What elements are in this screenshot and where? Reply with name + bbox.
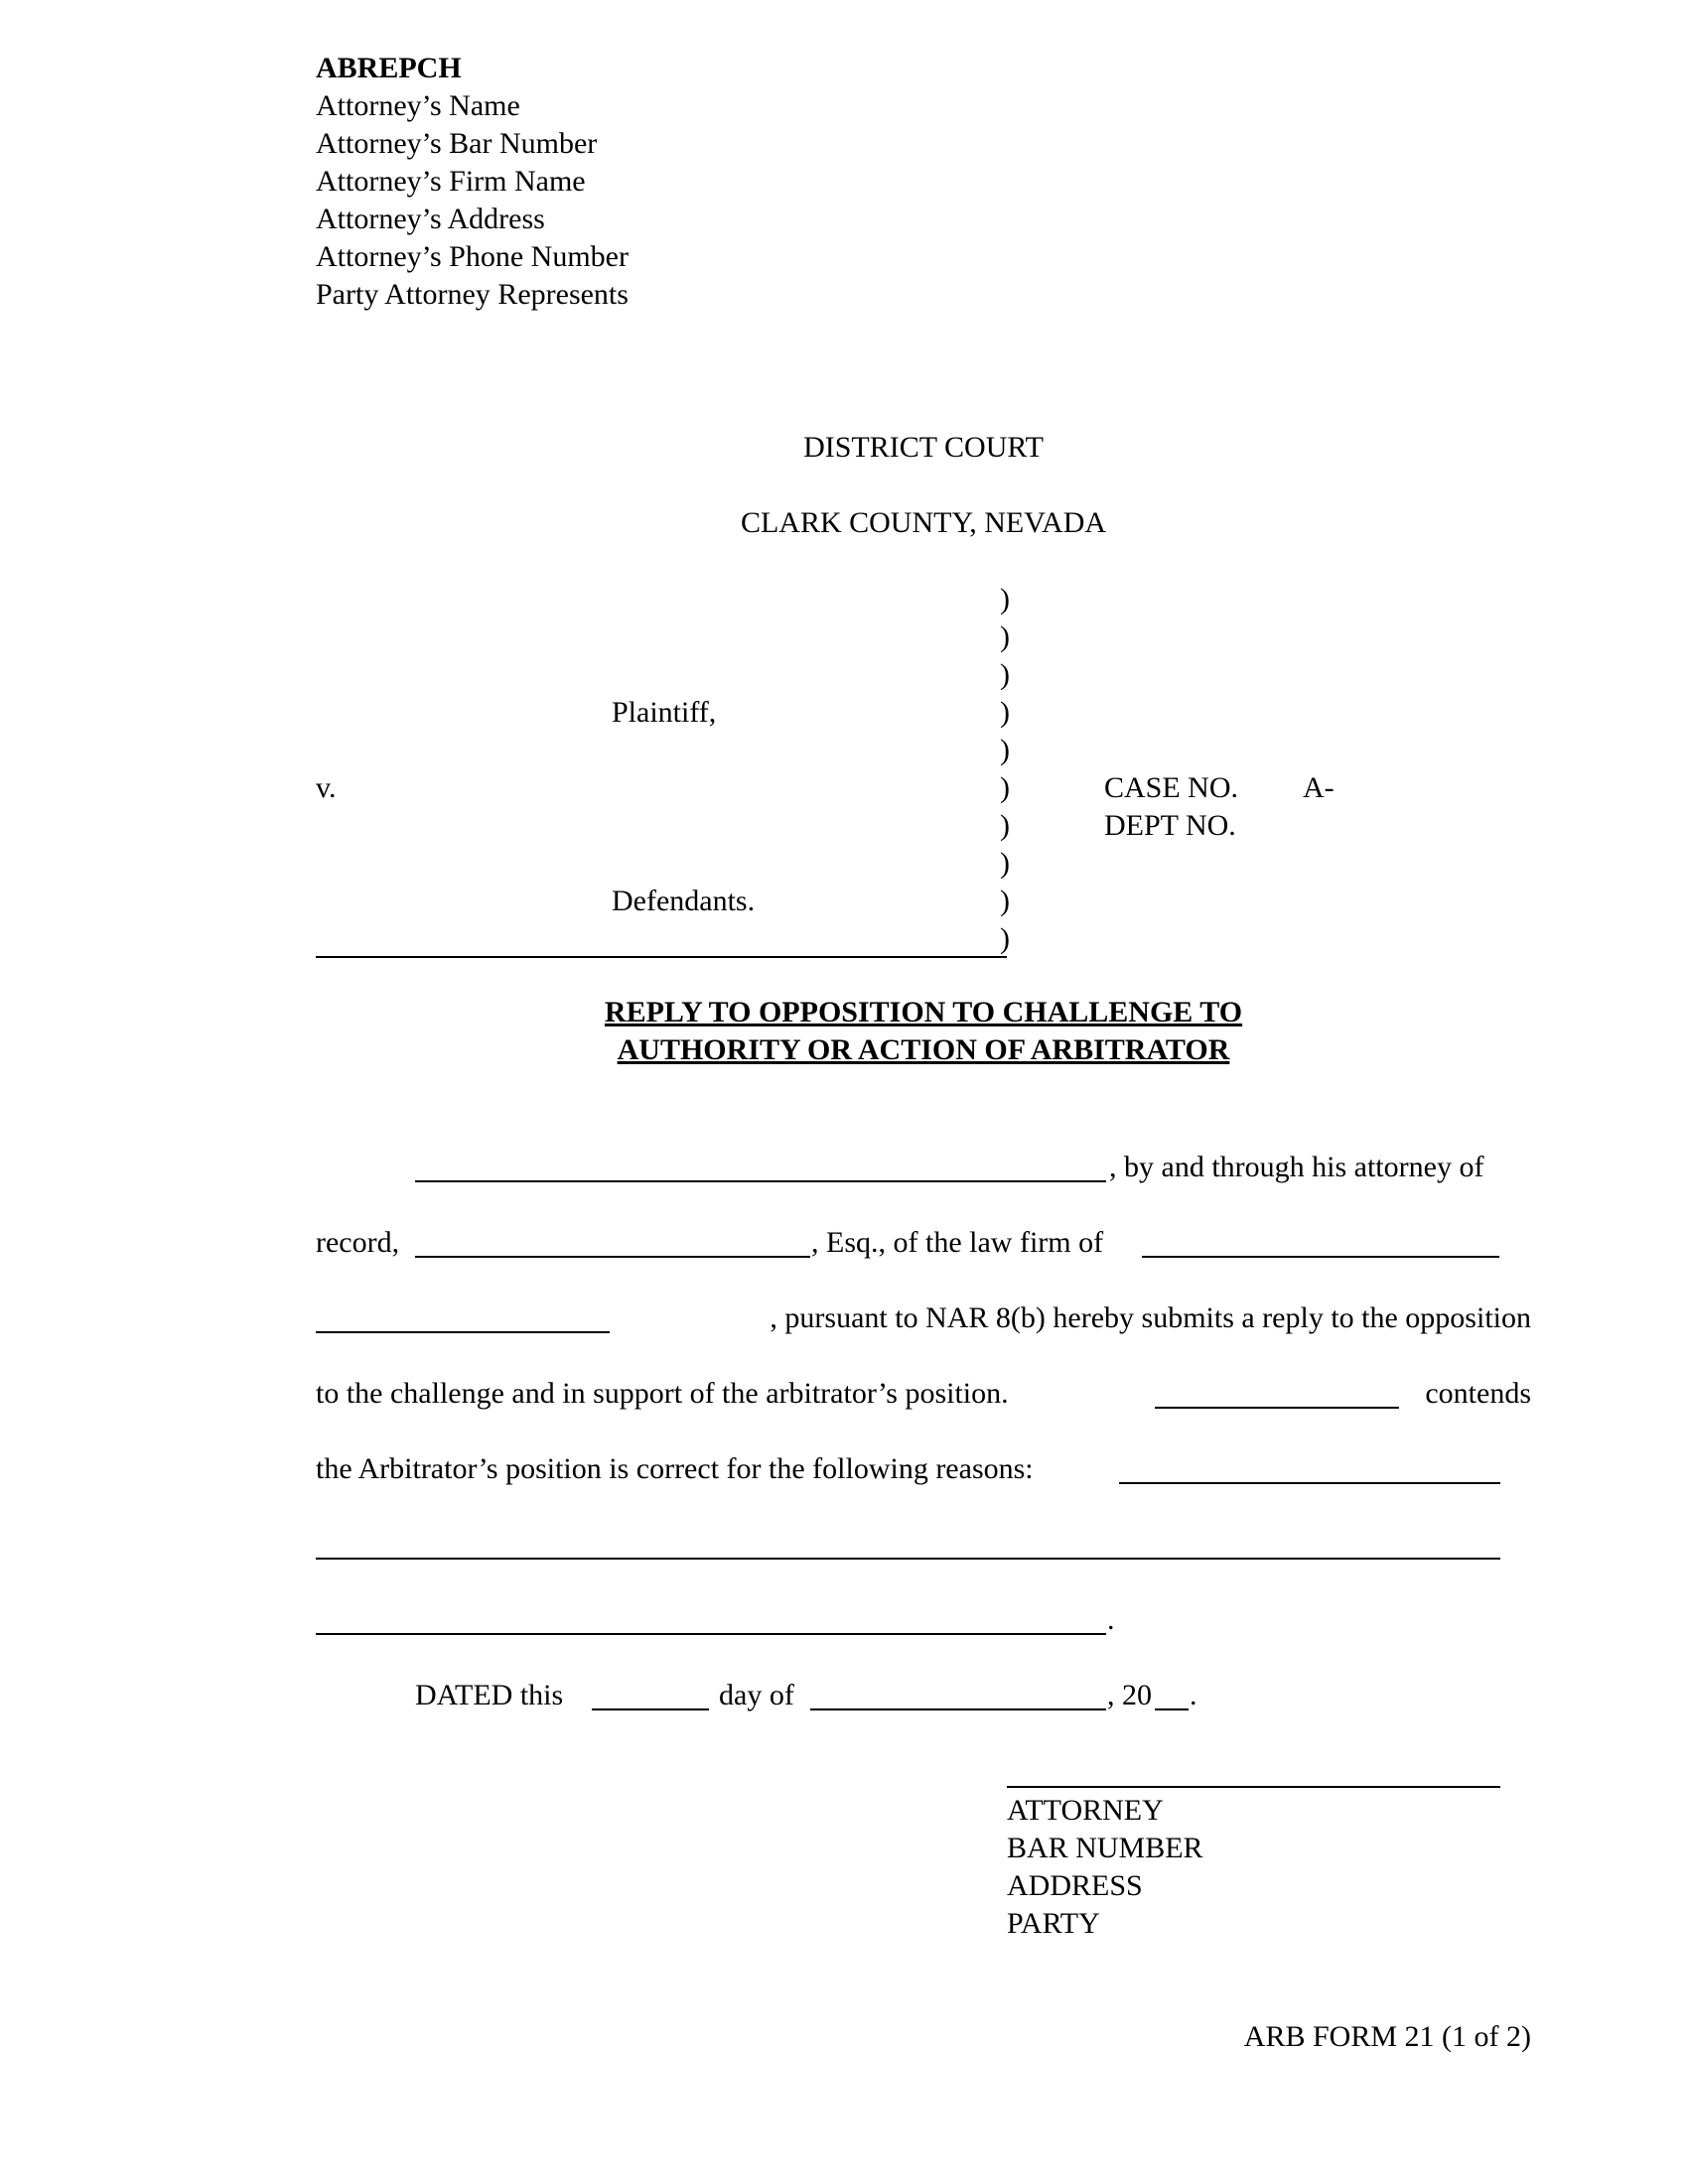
defendants-label: Defendants. — [612, 885, 756, 917]
body-line3-text: , pursuant to NAR 8(b) hereby submits a reply to the opposition — [770, 1301, 1531, 1334]
body-line2-mid: , Esq., of the law firm of — [811, 1226, 1104, 1259]
body-line1-text: , by and through his attorney of — [1109, 1151, 1484, 1183]
dept-no-label: DEPT NO. — [1104, 809, 1236, 842]
caption-paren: ) — [1000, 847, 1010, 880]
party-represented-line: Party Attorney Represents — [316, 278, 629, 311]
signature-party: PARTY — [1007, 1907, 1100, 1940]
case-no-value: A- — [1303, 771, 1335, 804]
law-firm-blank-1[interactable] — [1142, 1256, 1499, 1258]
day-of-label: day of — [719, 1679, 794, 1711]
attorney-firm-name-line: Attorney’s Firm Name — [316, 165, 586, 198]
court-county: CLARK COUNTY, NEVADA — [740, 506, 1107, 539]
reasons-blank-3[interactable] — [316, 1633, 1106, 1635]
caption-paren: ) — [1000, 583, 1010, 615]
attorney-phone-line: Attorney’s Phone Number — [316, 240, 629, 273]
document-title-line2: AUTHORITY OR ACTION OF ARBITRATOR — [617, 1033, 1230, 1066]
caption-paren: ) — [1000, 696, 1010, 729]
court-name: DISTRICT COURT — [803, 431, 1044, 464]
party-name-blank[interactable] — [415, 1180, 1106, 1182]
body-line4-end: contends — [1425, 1377, 1531, 1410]
signature-attorney: ATTORNEY — [1007, 1794, 1164, 1827]
plaintiff-label: Plaintiff, — [612, 696, 717, 729]
form-number-footer: ARB FORM 21 (1 of 2) — [1243, 2020, 1531, 2053]
versus-label: v. — [316, 771, 337, 804]
year-blank[interactable] — [1155, 1708, 1189, 1710]
signature-line[interactable] — [1007, 1786, 1500, 1788]
attorney-name-blank[interactable] — [415, 1256, 810, 1258]
dated-end-period: . — [1190, 1679, 1197, 1711]
caption-paren: ) — [1000, 658, 1010, 691]
body-line4-text: to the challenge and in support of the arbitrator’s position. — [316, 1377, 1009, 1410]
caption-paren: ) — [1000, 620, 1010, 653]
caption-bottom-rule — [316, 956, 1007, 958]
signature-address: ADDRESS — [1007, 1869, 1143, 1902]
reasons-blank-1[interactable] — [1119, 1482, 1500, 1484]
reasons-blank-2[interactable] — [316, 1558, 1500, 1560]
body-line2-start: record, — [316, 1226, 400, 1259]
reasons-end-period: . — [1107, 1603, 1115, 1636]
caption-paren: ) — [1000, 809, 1010, 842]
caption-paren: ) — [1000, 734, 1010, 766]
day-blank[interactable] — [592, 1708, 709, 1710]
month-blank[interactable] — [810, 1708, 1106, 1710]
case-no-label: CASE NO. — [1104, 771, 1239, 804]
body-line5-text: the Arbitrator’s position is correct for the following reasons: — [316, 1452, 1034, 1485]
document-title-line1: REPLY TO OPPOSITION TO CHALLENGE TO — [604, 996, 1243, 1028]
attorney-name-line: Attorney’s Name — [316, 89, 520, 122]
dated-label: DATED this — [415, 1679, 564, 1711]
attorney-address-line: Attorney’s Address — [316, 203, 545, 235]
caption-paren: ) — [1000, 922, 1010, 955]
caption-paren: ) — [1000, 771, 1010, 804]
attorney-bar-number-line: Attorney’s Bar Number — [316, 127, 598, 160]
caption-paren: ) — [1000, 885, 1010, 917]
form-code: ABREPCH — [316, 52, 462, 84]
year-prefix: , 20 — [1107, 1679, 1152, 1711]
signature-bar-number: BAR NUMBER — [1007, 1832, 1203, 1864]
